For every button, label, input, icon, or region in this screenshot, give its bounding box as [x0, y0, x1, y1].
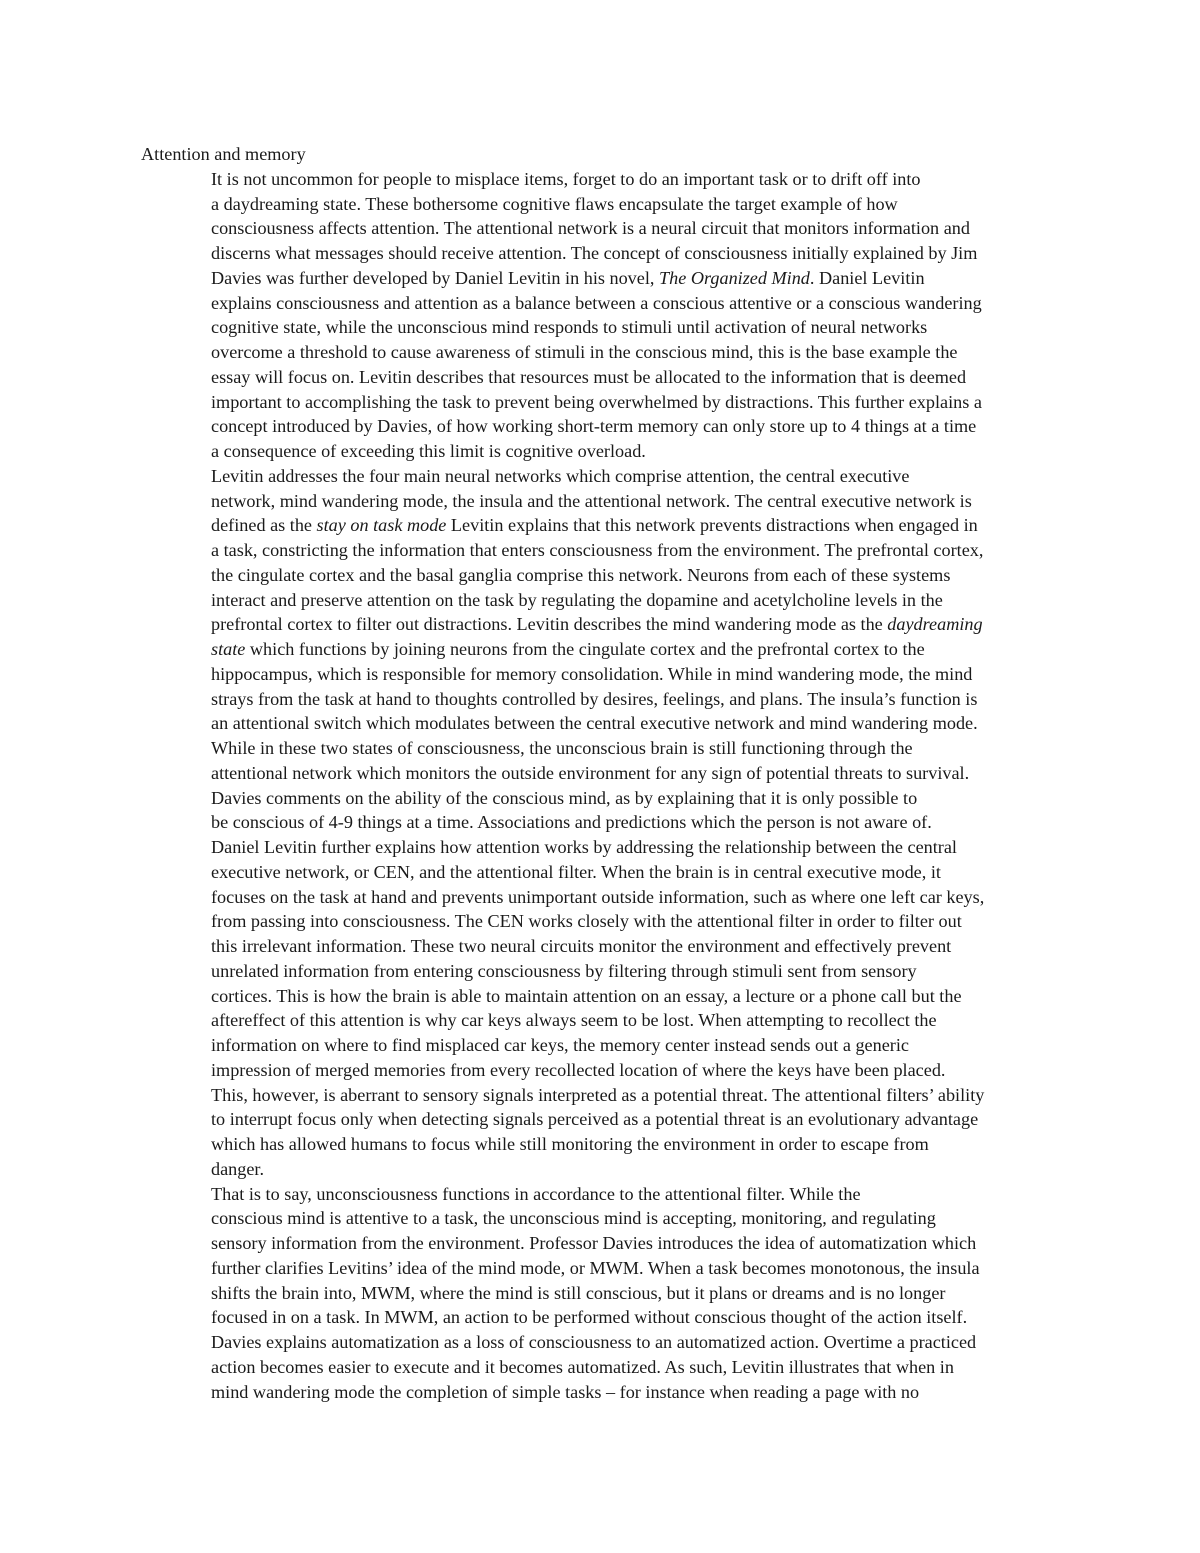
text-line — [141, 662, 1061, 687]
text-line — [141, 192, 1061, 217]
text-line — [141, 1083, 1061, 1108]
document-body — [141, 142, 1061, 1404]
text-line — [141, 711, 1061, 736]
text-run: discerns what messages should receive attention. The concept of consciousness initially explained by Jim — [211, 243, 978, 263]
text-line — [141, 439, 1061, 464]
text-run: a daydreaming state. These bothersome cognitive flaws encapsulate the target example of how — [211, 193, 898, 214]
text-run: the cingulate cortex and the basal ganglia comprise this network. Neurons from each of these systems — [211, 564, 951, 585]
text-line — [141, 365, 1061, 390]
text-run: . Daniel Levitin — [809, 267, 925, 288]
text-line — [141, 612, 1061, 637]
text-line — [141, 1008, 1061, 1033]
text-run: Levitin addresses the four main neural networks which comprise attention, the central executive — [211, 465, 910, 486]
text-run: interact and preserve attention on the task by regulating the dopamine and acetylcholine levels in the — [211, 589, 943, 610]
text-line — [141, 414, 1061, 439]
text-run: further clarifies Levitins’ idea of the mind mode, or MWM. When a task becomes monotonous, the insula — [211, 1257, 980, 1278]
italic-text: state — [211, 639, 246, 659]
text-run: to interrupt focus only when detecting signals perceived as a potential threat is an evolutionary advantage — [211, 1109, 979, 1130]
document-title: Attention and memory — [141, 144, 306, 164]
paragraph — [141, 464, 1061, 786]
text-run: impression of merged memories from every recollected location of where the keys have been placed. — [211, 1059, 946, 1080]
text-run: That is to say, unconsciousness functions in accordance to the attentional filter. While the — [211, 1183, 861, 1204]
text-run: unrelated information from entering consciousness by filtering through stimuli sent from sensory — [211, 960, 917, 981]
text-run: mind wandering mode the completion of simple tasks – for instance when reading a page with no — [211, 1381, 920, 1402]
text-line — [141, 588, 1061, 613]
text-run: which has allowed humans to focus while still monitoring the environment in order to escape from — [211, 1134, 929, 1154]
text-run: information on where to find misplaced car keys, the memory center instead sends out a generic — [211, 1035, 909, 1055]
text-run: shifts the brain into, MWM, where the mind is still conscious, but it plans or dreams and is no longer — [211, 1282, 946, 1303]
text-run: Levitin explains that this network prevents distractions when engaged in — [446, 515, 978, 536]
text-run: essay will focus on. Levitin describes that resources must be allocated to the information that is deemed — [211, 366, 967, 387]
text-run: an attentional switch which modulates between the central executive network and mind wandering mode. — [211, 713, 978, 734]
text-line — [141, 266, 1061, 291]
text-line — [141, 340, 1061, 365]
text-run: hippocampus, which is responsible for memory consolidation. While in mind wandering mode, the mind — [211, 663, 973, 684]
text-run: a consequence of exceeding this limit is cognitive overload. — [211, 441, 646, 461]
text-line — [141, 1033, 1061, 1058]
text-run: cortices. This is how the brain is able to maintain attention on an essay, a lecture or a phone call but the — [211, 985, 962, 1006]
text-line — [141, 1256, 1061, 1281]
italic-text: stay on task mode — [316, 515, 447, 536]
text-line — [141, 736, 1061, 761]
text-line — [141, 885, 1061, 910]
text-line — [141, 315, 1061, 340]
text-line — [141, 860, 1061, 885]
text-run: This, however, is aberrant to sensory signals interpreted as a potential threat. The attentional filters’ ability — [211, 1084, 985, 1105]
italic-text: daydreaming — [887, 614, 983, 635]
text-line — [141, 563, 1061, 588]
text-run: aftereffect of this attention is why car keys always seem to be lost. When attempting to recollect the — [211, 1010, 937, 1031]
text-line — [141, 1281, 1061, 1306]
text-line — [141, 291, 1061, 316]
text-run: overcome a threshold to cause awareness of stimuli in the conscious mind, this is the base example the — [211, 342, 958, 362]
text-line — [141, 835, 1061, 860]
text-run: sensory information from the environment. Professor Davies introduces the idea of automatization which — [211, 1233, 977, 1253]
paragraph-container — [141, 167, 1061, 1405]
text-line — [141, 1132, 1061, 1157]
text-run: attentional network which monitors the outside environment for any sign of potential threats to survival. — [211, 762, 970, 783]
text-line — [141, 637, 1061, 662]
text-line — [141, 1182, 1061, 1207]
text-line — [141, 810, 1061, 835]
text-line — [141, 687, 1061, 712]
text-run: a task, constricting the information that enters consciousness from the environment. The prefrontal cortex, — [211, 540, 984, 560]
paragraph — [141, 1182, 1061, 1405]
text-line — [141, 959, 1061, 984]
text-run: Davies comments on the ability of the conscious mind, as by explaining that it is only possible to — [211, 787, 918, 808]
text-line — [141, 167, 1061, 192]
text-line — [141, 761, 1061, 786]
text-run: Davies was further developed by Daniel Levitin in his novel, — [211, 267, 660, 288]
text-line — [141, 934, 1061, 959]
text-run: While in these two states of consciousness, the unconscious brain is still functioning through the — [211, 738, 913, 758]
text-line — [141, 390, 1061, 415]
text-run: strays from the task at hand to thoughts controlled by desires, feelings, and plans. The insula’s function is — [211, 688, 978, 709]
text-run: which functions by joining neurons from the cingulate cortex and the prefrontal cortex to the — [245, 639, 925, 659]
text-line — [141, 1305, 1061, 1330]
text-line — [141, 786, 1061, 811]
text-line — [141, 1380, 1061, 1405]
text-run: action becomes easier to execute and it becomes automatized. As such, Levitin illustrates that when in — [211, 1356, 954, 1377]
text-line — [141, 538, 1061, 563]
text-run: Daniel Levitin further explains how attention works by addressing the relationship between the central — [211, 837, 957, 857]
italic-text: The Organized Mind — [659, 267, 810, 288]
text-run: consciousness affects attention. The attentional network is a neural circuit that monitors information and — [211, 218, 970, 239]
text-run: concept introduced by Davies, of how working short-term memory can only store up to 4 things at a time — [211, 416, 977, 437]
text-line — [141, 1330, 1061, 1355]
text-line — [141, 464, 1061, 489]
text-line — [141, 1157, 1061, 1182]
text-line — [141, 1058, 1061, 1083]
paragraph — [141, 786, 1061, 1182]
text-line — [141, 241, 1061, 266]
text-run: conscious mind is attentive to a task, the unconscious mind is accepting, monitoring, and regulating — [211, 1208, 936, 1229]
text-line — [141, 909, 1061, 934]
text-run: defined as the — [211, 515, 317, 536]
text-line — [141, 984, 1061, 1009]
text-run: danger. — [211, 1158, 265, 1179]
text-run: It is not uncommon for people to misplace items, forget to do an important task or to drift off into — [211, 168, 921, 189]
text-line — [141, 1231, 1061, 1256]
text-line — [141, 216, 1061, 241]
text-line — [141, 1107, 1061, 1132]
text-run: be conscious of 4-9 things at a time. Associations and predictions which the person is not aware of. — [211, 812, 932, 833]
text-run: from passing into consciousness. The CEN works closely with the attentional filter in order to filter out — [211, 911, 962, 932]
text-run: executive network, or CEN, and the attentional filter. When the brain is in central executive mode, it — [211, 861, 941, 882]
text-run: focuses on the task at hand and prevents unimportant outside information, such as where one left car keys, — [211, 886, 985, 907]
text-line — [141, 1206, 1061, 1231]
text-run: Davies explains automatization as a loss of consciousness to an automatized action. Overtime a practiced — [211, 1332, 977, 1352]
text-run: prefrontal cortex to filter out distractions. Levitin describes the mind wandering mode as the — [211, 614, 888, 635]
paragraph — [141, 167, 1061, 464]
text-run: this irrelevant information. These two neural circuits monitor the environment and effectively prevent — [211, 936, 952, 956]
text-line — [141, 513, 1061, 538]
text-line — [141, 489, 1061, 514]
text-run: explains consciousness and attention as a balance between a conscious attentive or a conscious wandering — [211, 292, 982, 313]
text-run: network, mind wandering mode, the insula and the attentional network. The central executive network is — [211, 490, 972, 511]
text-run: important to accomplishing the task to prevent being overwhelmed by distractions. This further explains a — [211, 391, 982, 412]
text-run: cognitive state, while the unconscious mind responds to stimuli until activation of neural networks — [211, 317, 928, 338]
text-run: focused in on a task. In MWM, an action to be performed without conscious thought of the action itself. — [211, 1307, 968, 1328]
text-line — [141, 1355, 1061, 1380]
